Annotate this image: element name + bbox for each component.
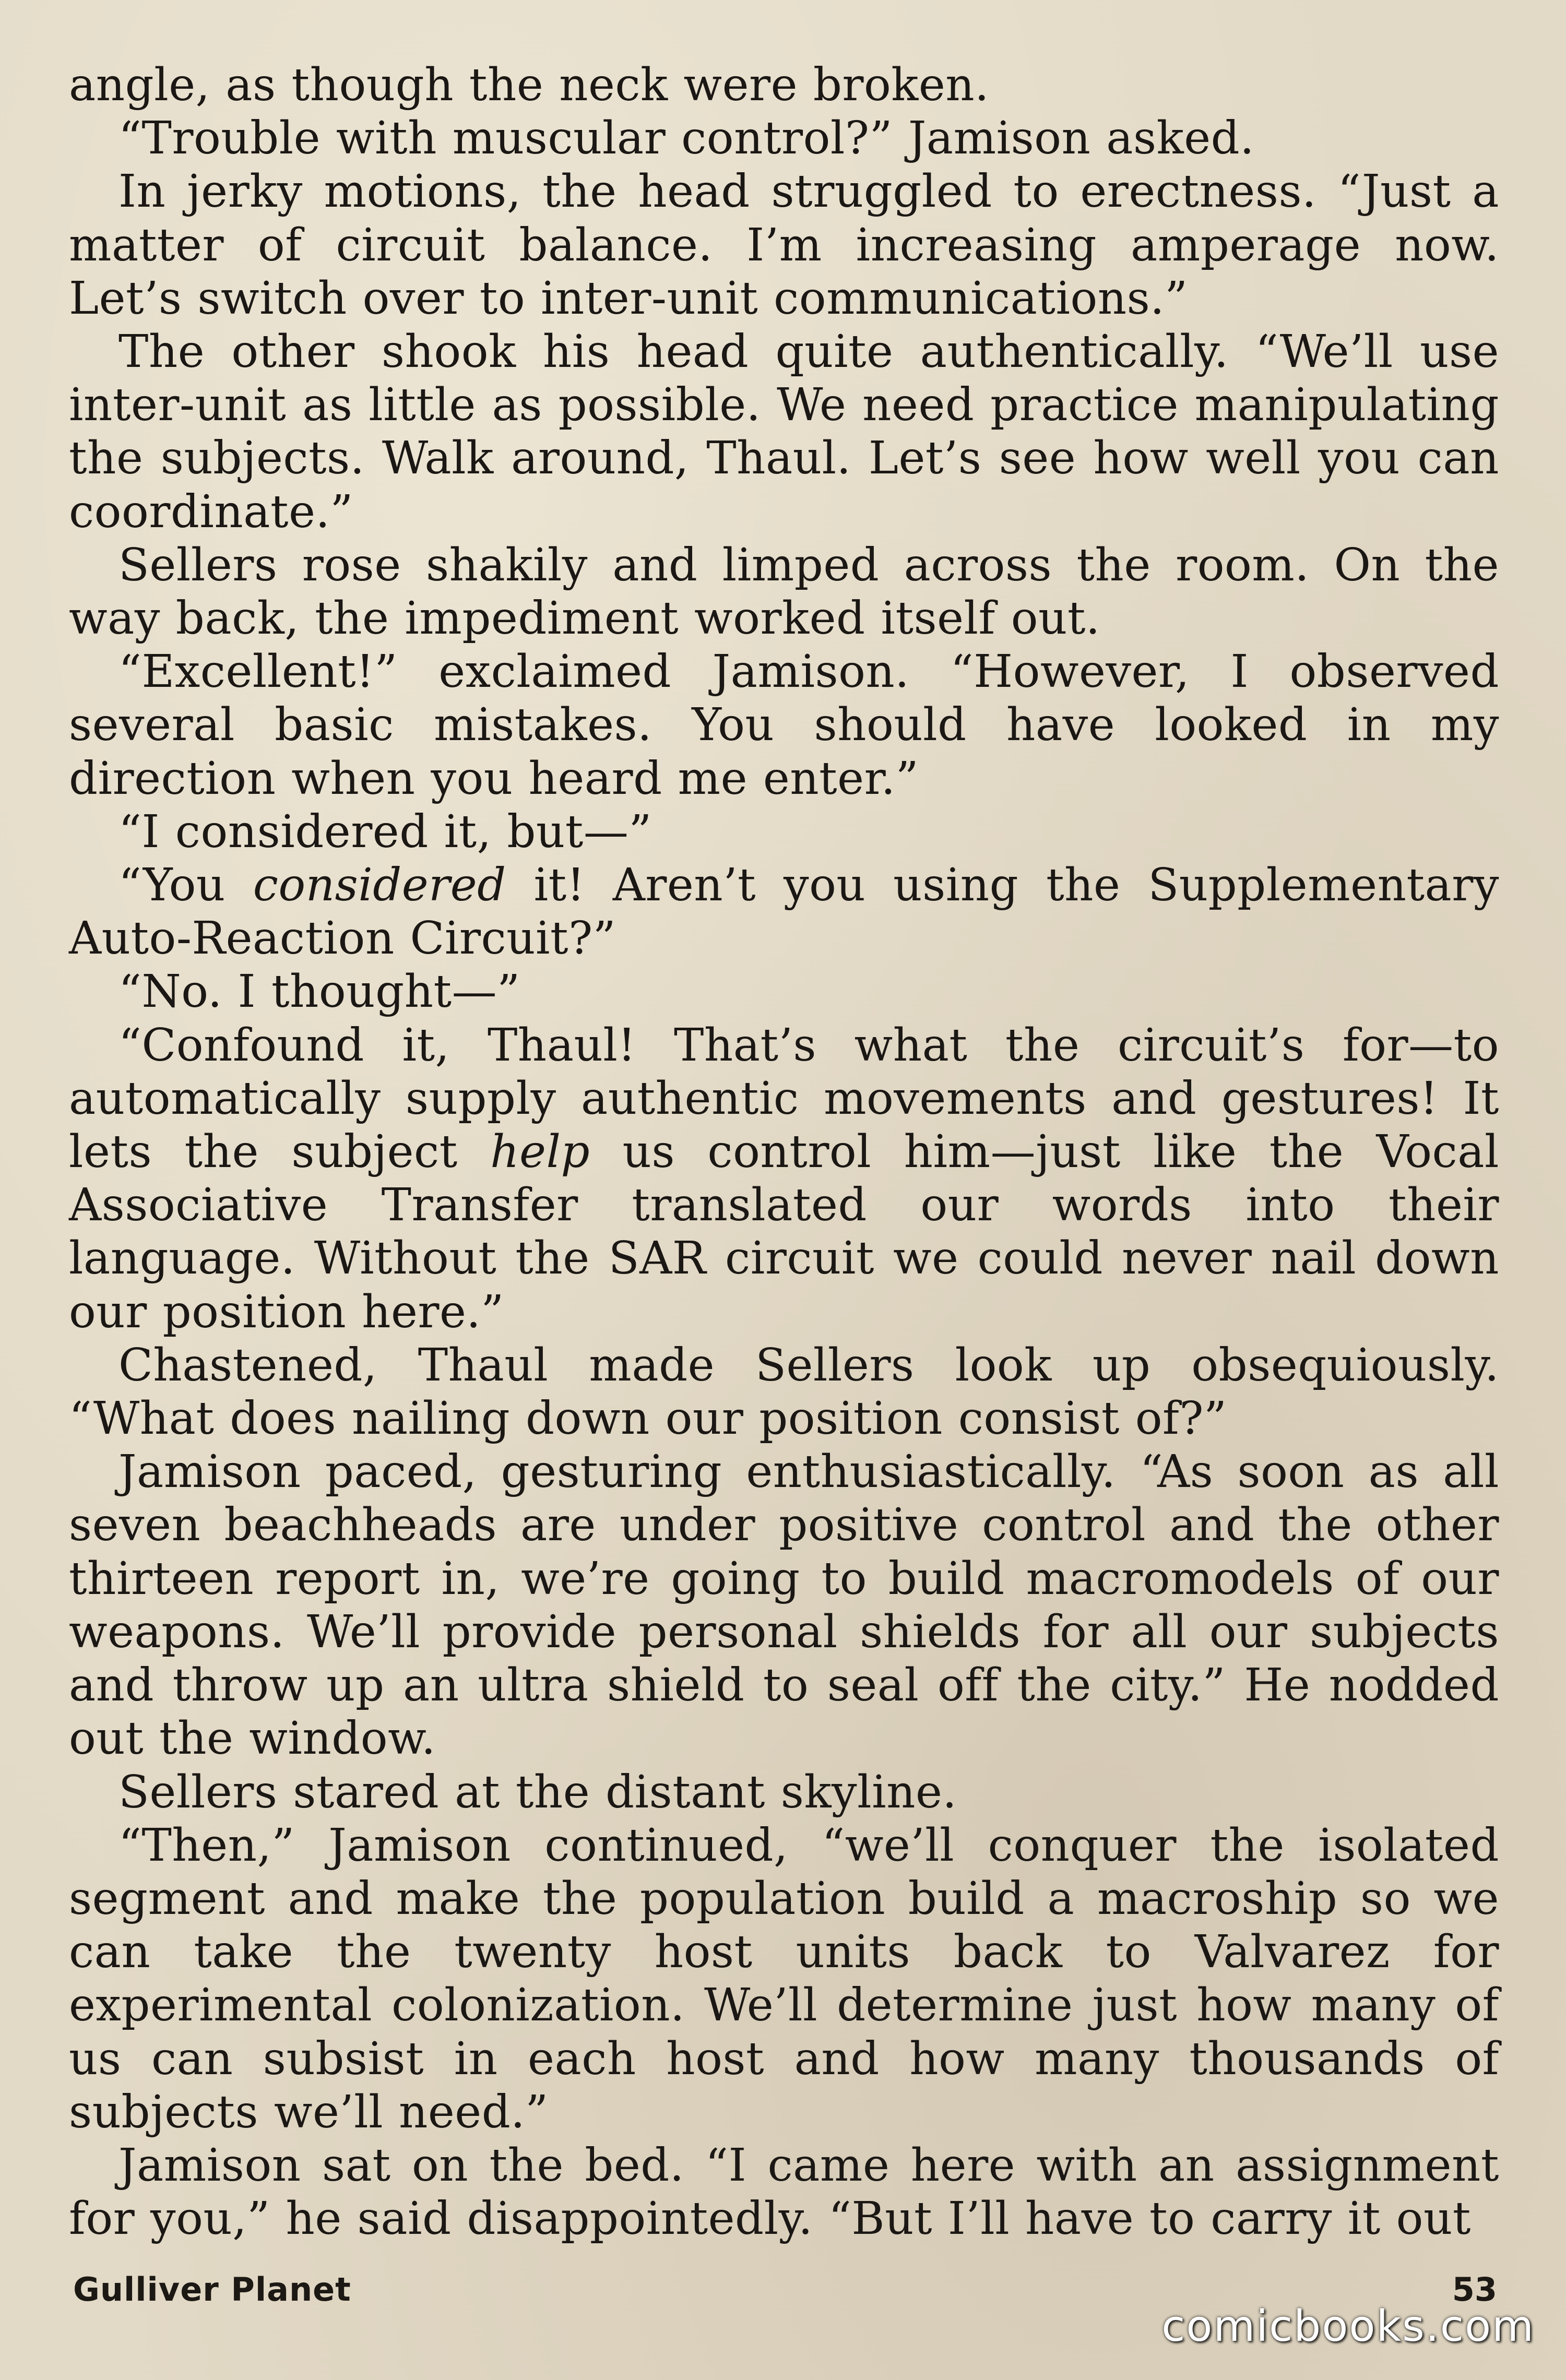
paragraph: “Excellent!” exclaimed Jamison. “However, I observed several basic mistakes. You should have looked in my direction when you heard me enter.” <box>69 646 1499 805</box>
italic-emphasis: considered <box>253 859 506 912</box>
paragraph: Sellers rose shakily and limped across the room. On the way back, the impediment worked itself out. <box>69 539 1499 645</box>
paragraph: Jamison sat on the bed. “I came here with an assignment for you,” he said disappointedly. “But I’ll have to carry it out <box>69 2139 1499 2245</box>
watermark-text: comicbooks.com <box>1161 2302 1535 2351</box>
paragraph: “Trouble with muscular control?” Jamison asked. <box>118 112 1255 165</box>
paragraph: “I considered it, but—” <box>118 805 652 858</box>
page-number: 53 <box>1452 2270 1497 2308</box>
page-body <box>69 58 1499 2245</box>
paragraph: “Then,” Jamison continued, “we’ll conquer the isolated segment and make the population build a macroship so we can take the twenty host units back to Valvarez for experimental colonization. We’ll determine just how many of us can subsist in each host and how many thousands of subjects we’ll need.” <box>69 1819 1499 2138</box>
paragraph: Chastened, Thaul made Sellers look up obsequiously. “What does nailing down our position consist of?” <box>69 1339 1499 1445</box>
italic-emphasis: help <box>490 1126 590 1179</box>
paragraph: Sellers stared at the distant skyline. <box>118 1766 957 1818</box>
paragraph: Jamison paced, gesturing enthusiastically. “As soon as all seven beachheads are under positive control and the other thirteen report in, we’re going to build macromodels of our weapons. We’ll provide personal shields for all our subjects and throw up an ultra shield to seal off the city.” He nodded out the window. <box>69 1446 1499 1765</box>
paragraph: “You considered it! Aren’t you using the Supplementary Auto-Reaction Circuit?” <box>69 859 1499 965</box>
paragraph: “Confound it, Thaul! That’s what the circuit’s for—to automatically supply authentic movements and gestures! It lets the subject help us control him—just like the Vocal Associative Transfer translated our words into their language. Without the SAR circuit we could never nail down our position here.” <box>69 1019 1499 1338</box>
paragraph: The other shook his head quite authentically. “We’ll use inter-unit as little as possible. We need practice manipulating the subjects. Walk around, Thaul. Let’s see how well you can coordinate.” <box>69 326 1499 538</box>
paragraph: angle, as though the neck were broken. <box>69 59 990 111</box>
magazine-title-footer: Gulliver Planet <box>73 2270 351 2308</box>
paragraph: In jerky motions, the head struggled to erectness. “Just a matter of circuit balance. I’m increasing amperage now. Let’s switch over to inter-unit communications.” <box>69 165 1499 325</box>
paragraph: “No. I thought—” <box>118 966 520 1018</box>
